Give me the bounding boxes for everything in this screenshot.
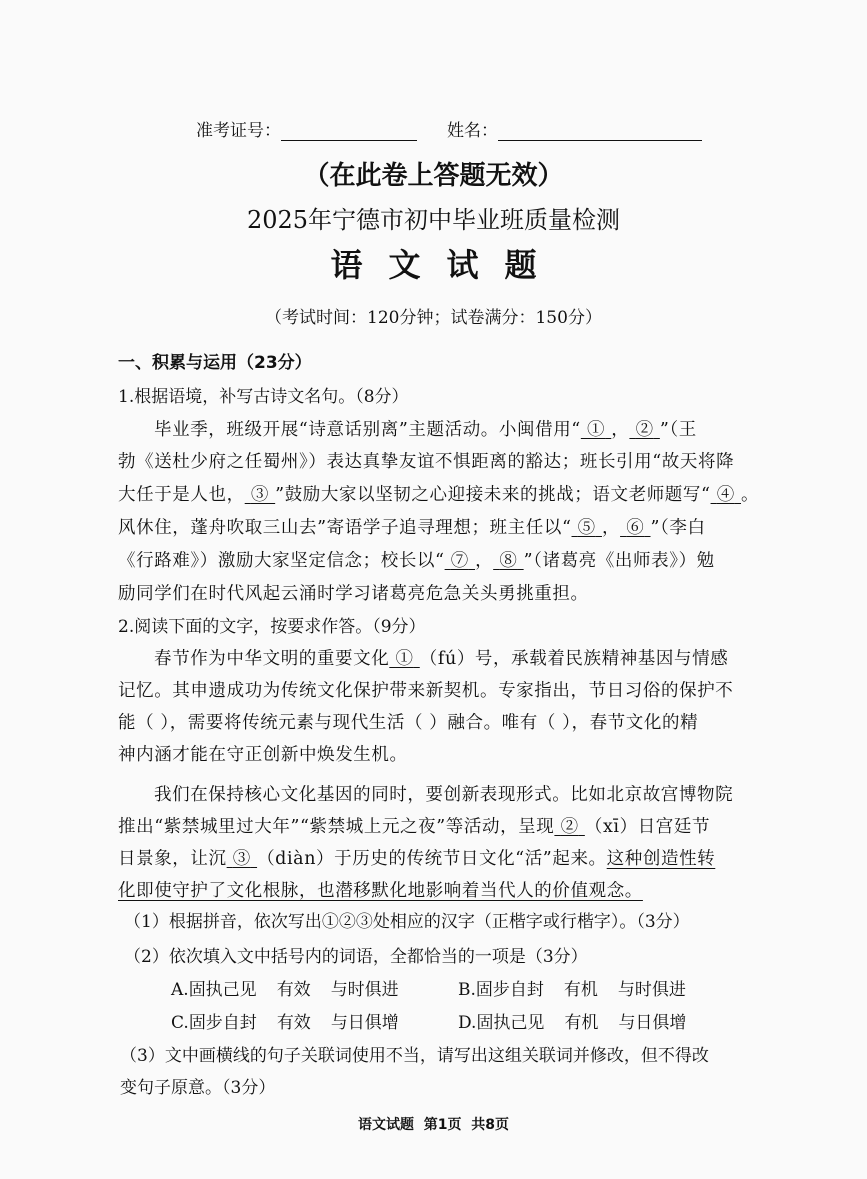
option-word: 有机	[563, 980, 598, 1000]
option-word: 固执己见	[476, 1013, 545, 1033]
q1-text: ，	[475, 551, 494, 571]
q1-text: ”（王	[659, 420, 697, 440]
q2-text: 我们在保持核心文化基因的同时，要创新表现形式。比如北京故宫博物院	[154, 785, 734, 805]
sub-question-3: （3）文中画横线的句子关联词使用不当，请写出这组关联词并修改，但不得改	[120, 1046, 709, 1066]
option-word: 与时俱进	[617, 980, 686, 1000]
q1-text: ”鼓励大家以坚韧之心迎接未来的挑战；语文老师题写“	[275, 485, 711, 505]
q2-text: （diàn）于历史的传统节日文化“活”起来。	[257, 849, 607, 869]
pinyin-blank-3[interactable]: ③	[232, 849, 251, 869]
q1-line	[154, 416, 697, 441]
option-word: 与日俱增	[618, 1013, 687, 1033]
blank-4[interactable]: ④	[716, 485, 735, 505]
q2-text: （xī）日宫廷节	[584, 817, 711, 837]
option-d[interactable]	[458, 1008, 686, 1033]
q2-text: 记忆。其申遗成功为传统文化保护带来新契机。专家指出，节日习俗的保护不	[118, 681, 734, 701]
q1-line	[118, 481, 759, 506]
q1-text: 大任于是人也，	[118, 485, 245, 505]
sub-question-1: （1）根据拼音，依次写出①②③处相应的汉字（正楷字或行楷字）。（3分）	[124, 912, 690, 932]
q1-line	[118, 514, 706, 539]
name-field	[447, 116, 702, 141]
blank-3[interactable]: ③	[250, 485, 269, 505]
exam-info: （考试时间：120分钟；试卷满分：150分）	[265, 308, 602, 328]
subject-title: 语文试题	[330, 246, 563, 284]
q2-text: 春节作为中华文明的重要文化	[154, 649, 390, 669]
option-letter: B.	[458, 980, 476, 1000]
q2-line	[154, 645, 728, 670]
q1-line	[118, 448, 734, 473]
q1-text: ”（诸葛亮《出师表》）勉	[523, 551, 715, 571]
invalid-notice: （在此卷上答题无效）	[303, 161, 564, 191]
option-letter: C.	[171, 1013, 189, 1033]
q1-text: 。	[741, 485, 760, 505]
q1-line	[118, 580, 589, 605]
sub-question-3-cont: 变句子原意。（3分）	[120, 1078, 276, 1098]
option-word: 固执己见	[188, 980, 257, 1000]
q2-text: 神内涵才能在守正创新中焕发生机。	[118, 745, 408, 765]
q2-text: 推出“紫禁城里过大年”“紫禁城上元之夜”等活动，呈现	[118, 817, 555, 837]
option-word: 有机	[564, 1013, 599, 1033]
q1-text: 毕业季，班级开展“诗意话别离”主题活动。小闽借用“	[154, 420, 581, 440]
name-label: 姓名：	[447, 121, 498, 141]
option-word: 与日俱增	[330, 1013, 399, 1033]
blank-5[interactable]: ⑤	[577, 518, 596, 538]
section-title: 一、积累与运用（23分）	[118, 353, 312, 373]
q2-text: （fú）号，承载着民族精神基因与情感	[419, 649, 729, 669]
blank-8[interactable]: ⑧	[499, 551, 518, 571]
option-word: 固步自封	[475, 980, 544, 1000]
q2-line	[118, 845, 715, 870]
q2-line	[118, 741, 408, 766]
option-letter: A.	[171, 980, 189, 1000]
name-blank[interactable]	[498, 120, 702, 141]
exam-id-field	[196, 116, 417, 141]
q2-line	[118, 709, 698, 734]
blank-7[interactable]: ⑦	[450, 551, 469, 571]
q1-text: ，	[601, 518, 621, 538]
q1-text: ，	[611, 420, 630, 440]
exam-title: 2025年宁德市初中毕业班质量检测	[246, 206, 621, 234]
option-a[interactable]	[171, 975, 399, 1000]
blank-6[interactable]: ⑥	[626, 518, 645, 538]
option-word: 与时俱进	[330, 980, 399, 1000]
q1-line	[118, 547, 715, 572]
page-footer: 语文试题 第1页 共8页	[358, 1117, 509, 1133]
underlined-sentence: 化即使守护了文化根脉，也潜移默化地影响着当代人的价值观念。	[118, 881, 643, 901]
option-b[interactable]	[458, 975, 686, 1000]
pinyin-blank-1[interactable]: ①	[395, 649, 414, 669]
q2-line	[118, 677, 733, 702]
q2-line	[118, 877, 643, 902]
question-2-title: 2.阅读下面的文字，按要求作答。（9分）	[118, 617, 426, 637]
q1-text: 勃《送杜少府之任蜀州》）表达真挚友谊不惧距离的豁达；班长引用“故天将降	[118, 452, 735, 472]
pinyin-blank-2[interactable]: ②	[560, 817, 579, 837]
option-word: 有效	[276, 1013, 311, 1033]
q2-text: 日景象，让沉	[118, 849, 227, 869]
q1-text: 《行路难》）激励大家坚定信念；校长以“	[118, 551, 445, 571]
option-letter: D.	[458, 1013, 477, 1033]
q1-text: 励同学们在时代风起云涌时学习诸葛亮危急关头勇挑重担。	[118, 584, 589, 604]
underlined-sentence: 这种创造性转	[606, 849, 716, 869]
q1-text: 风休住，蓬舟吹取三山去”寄语学子追寻理想；班主任以“	[118, 518, 572, 538]
option-word: 固步自封	[188, 1013, 257, 1033]
q1-text: ”（李白	[650, 518, 706, 538]
q2-line	[154, 781, 733, 806]
sub-question-2: （2）依次填入文中括号内的词语，全都恰当的一项是（3分）	[124, 947, 588, 967]
exam-id-label: 准考证号：	[196, 121, 281, 141]
blank-1[interactable]: ①	[587, 420, 606, 440]
option-word: 有效	[276, 980, 311, 1000]
q2-line	[118, 813, 710, 838]
blank-2[interactable]: ②	[635, 420, 654, 440]
option-c[interactable]	[171, 1008, 399, 1033]
q2-text: 能（ ），需要将传统元素与现代生活（ ）融合。唯有（ ），春节文化的精	[118, 713, 699, 733]
question-1-title: 1.根据语境，补写古诗文名句。（8分）	[118, 387, 409, 407]
exam-id-blank[interactable]	[281, 120, 417, 141]
